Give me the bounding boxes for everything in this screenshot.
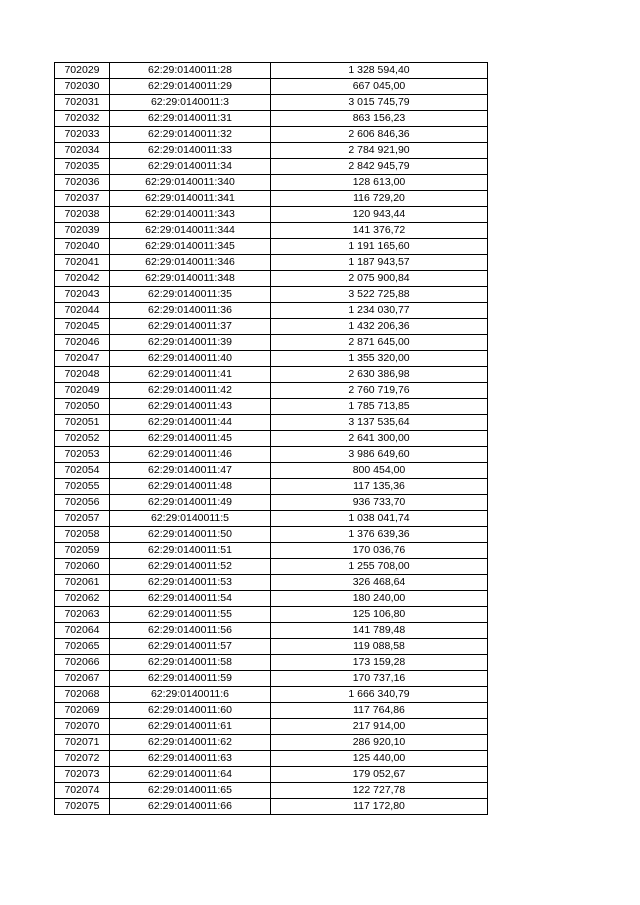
table-row bbox=[55, 687, 488, 703]
row-number-cell: 702030 bbox=[55, 79, 110, 95]
cadastral-number-cell: 62:29:0140011:56 bbox=[110, 623, 271, 639]
cadastral-number-cell: 62:29:0140011:32 bbox=[110, 127, 271, 143]
row-number-cell: 702075 bbox=[55, 799, 110, 815]
table-row bbox=[55, 111, 488, 127]
cadastral-value-cell: 119 088,58 bbox=[271, 639, 488, 655]
row-number-cell: 702045 bbox=[55, 319, 110, 335]
row-number-cell: 702065 bbox=[55, 639, 110, 655]
table-row bbox=[55, 95, 488, 111]
cadastral-number-cell: 62:29:0140011:341 bbox=[110, 191, 271, 207]
cadastral-number-cell: 62:29:0140011:3 bbox=[110, 95, 271, 111]
table-row bbox=[55, 367, 488, 383]
table-row bbox=[55, 783, 488, 799]
table-row bbox=[55, 127, 488, 143]
cadastral-value-cell: 3 015 745,79 bbox=[271, 95, 488, 111]
cadastral-number-cell: 62:29:0140011:51 bbox=[110, 543, 271, 559]
cadastral-value-cell: 141 376,72 bbox=[271, 223, 488, 239]
cadastral-number-cell: 62:29:0140011:57 bbox=[110, 639, 271, 655]
table-row bbox=[55, 607, 488, 623]
cadastral-number-cell: 62:29:0140011:63 bbox=[110, 751, 271, 767]
cadastral-value-cell: 1 255 708,00 bbox=[271, 559, 488, 575]
cadastral-number-cell: 62:29:0140011:28 bbox=[110, 63, 271, 79]
row-number-cell: 702057 bbox=[55, 511, 110, 527]
cadastral-number-cell: 62:29:0140011:6 bbox=[110, 687, 271, 703]
row-number-cell: 702048 bbox=[55, 367, 110, 383]
row-number-cell: 702042 bbox=[55, 271, 110, 287]
table-row bbox=[55, 623, 488, 639]
cadastral-number-cell: 62:29:0140011:5 bbox=[110, 511, 271, 527]
row-number-cell: 702067 bbox=[55, 671, 110, 687]
cadastral-number-cell: 62:29:0140011:62 bbox=[110, 735, 271, 751]
table-row bbox=[55, 191, 488, 207]
cadastral-value-cell: 1 234 030,77 bbox=[271, 303, 488, 319]
cadastral-value-cell: 1 191 165,60 bbox=[271, 239, 488, 255]
table-row bbox=[55, 655, 488, 671]
cadastral-number-cell: 62:29:0140011:348 bbox=[110, 271, 271, 287]
table-row bbox=[55, 415, 488, 431]
cadastral-number-cell: 62:29:0140011:60 bbox=[110, 703, 271, 719]
cadastral-value-cell: 141 789,48 bbox=[271, 623, 488, 639]
row-number-cell: 702046 bbox=[55, 335, 110, 351]
cadastral-value-cell: 286 920,10 bbox=[271, 735, 488, 751]
cadastral-value-cell: 800 454,00 bbox=[271, 463, 488, 479]
cadastral-value-table bbox=[54, 62, 488, 815]
row-number-cell: 702053 bbox=[55, 447, 110, 463]
row-number-cell: 702031 bbox=[55, 95, 110, 111]
row-number-cell: 702054 bbox=[55, 463, 110, 479]
table-row bbox=[55, 575, 488, 591]
cadastral-value-cell: 1 187 943,57 bbox=[271, 255, 488, 271]
table-row bbox=[55, 335, 488, 351]
table-row bbox=[55, 591, 488, 607]
cadastral-value-cell: 125 106,80 bbox=[271, 607, 488, 623]
cadastral-value-cell: 128 613,00 bbox=[271, 175, 488, 191]
table-row bbox=[55, 175, 488, 191]
table-row bbox=[55, 495, 488, 511]
row-number-cell: 702073 bbox=[55, 767, 110, 783]
table-row bbox=[55, 79, 488, 95]
cadastral-value-cell: 1 355 320,00 bbox=[271, 351, 488, 367]
row-number-cell: 702068 bbox=[55, 687, 110, 703]
cadastral-value-cell: 122 727,78 bbox=[271, 783, 488, 799]
table-row bbox=[55, 399, 488, 415]
table-row bbox=[55, 159, 488, 175]
row-number-cell: 702044 bbox=[55, 303, 110, 319]
cadastral-value-cell: 2 784 921,90 bbox=[271, 143, 488, 159]
cadastral-number-cell: 62:29:0140011:43 bbox=[110, 399, 271, 415]
cadastral-number-cell: 62:29:0140011:33 bbox=[110, 143, 271, 159]
cadastral-number-cell: 62:29:0140011:46 bbox=[110, 447, 271, 463]
table-row bbox=[55, 271, 488, 287]
cadastral-value-cell: 667 045,00 bbox=[271, 79, 488, 95]
table-row bbox=[55, 511, 488, 527]
cadastral-number-cell: 62:29:0140011:53 bbox=[110, 575, 271, 591]
cadastral-number-cell: 62:29:0140011:40 bbox=[110, 351, 271, 367]
row-number-cell: 702063 bbox=[55, 607, 110, 623]
cadastral-number-cell: 62:29:0140011:44 bbox=[110, 415, 271, 431]
cadastral-value-cell: 936 733,70 bbox=[271, 495, 488, 511]
cadastral-value-cell: 180 240,00 bbox=[271, 591, 488, 607]
cadastral-number-cell: 62:29:0140011:50 bbox=[110, 527, 271, 543]
table-row bbox=[55, 287, 488, 303]
cadastral-number-cell: 62:29:0140011:36 bbox=[110, 303, 271, 319]
cadastral-value-cell: 117 764,86 bbox=[271, 703, 488, 719]
table-row bbox=[55, 463, 488, 479]
cadastral-number-cell: 62:29:0140011:59 bbox=[110, 671, 271, 687]
table-row bbox=[55, 639, 488, 655]
row-number-cell: 702071 bbox=[55, 735, 110, 751]
row-number-cell: 702047 bbox=[55, 351, 110, 367]
cadastral-value-cell: 326 468,64 bbox=[271, 575, 488, 591]
row-number-cell: 702051 bbox=[55, 415, 110, 431]
cadastral-number-cell: 62:29:0140011:49 bbox=[110, 495, 271, 511]
row-number-cell: 702055 bbox=[55, 479, 110, 495]
cadastral-number-cell: 62:29:0140011:31 bbox=[110, 111, 271, 127]
cadastral-value-cell: 1 038 041,74 bbox=[271, 511, 488, 527]
cadastral-value-cell: 217 914,00 bbox=[271, 719, 488, 735]
cadastral-number-cell: 62:29:0140011:39 bbox=[110, 335, 271, 351]
table-row bbox=[55, 223, 488, 239]
cadastral-value-cell: 1 432 206,36 bbox=[271, 319, 488, 335]
row-number-cell: 702061 bbox=[55, 575, 110, 591]
cadastral-number-cell: 62:29:0140011:343 bbox=[110, 207, 271, 223]
cadastral-value-cell: 179 052,67 bbox=[271, 767, 488, 783]
table-row bbox=[55, 143, 488, 159]
row-number-cell: 702072 bbox=[55, 751, 110, 767]
row-number-cell: 702029 bbox=[55, 63, 110, 79]
row-number-cell: 702049 bbox=[55, 383, 110, 399]
cadastral-number-cell: 62:29:0140011:48 bbox=[110, 479, 271, 495]
row-number-cell: 702035 bbox=[55, 159, 110, 175]
cadastral-value-cell: 2 075 900,84 bbox=[271, 271, 488, 287]
row-number-cell: 702070 bbox=[55, 719, 110, 735]
row-number-cell: 702040 bbox=[55, 239, 110, 255]
table-row bbox=[55, 671, 488, 687]
cadastral-number-cell: 62:29:0140011:65 bbox=[110, 783, 271, 799]
row-number-cell: 702033 bbox=[55, 127, 110, 143]
cadastral-value-cell: 3 986 649,60 bbox=[271, 447, 488, 463]
cadastral-value-cell: 2 641 300,00 bbox=[271, 431, 488, 447]
cadastral-number-cell: 62:29:0140011:29 bbox=[110, 79, 271, 95]
table-row bbox=[55, 319, 488, 335]
row-number-cell: 702066 bbox=[55, 655, 110, 671]
table-row bbox=[55, 559, 488, 575]
cadastral-value-cell: 125 440,00 bbox=[271, 751, 488, 767]
table-row bbox=[55, 303, 488, 319]
row-number-cell: 702037 bbox=[55, 191, 110, 207]
cadastral-number-cell: 62:29:0140011:47 bbox=[110, 463, 271, 479]
cadastral-value-cell: 2 842 945,79 bbox=[271, 159, 488, 175]
row-number-cell: 702060 bbox=[55, 559, 110, 575]
row-number-cell: 702074 bbox=[55, 783, 110, 799]
row-number-cell: 702059 bbox=[55, 543, 110, 559]
cadastral-value-cell: 170 737,16 bbox=[271, 671, 488, 687]
row-number-cell: 702039 bbox=[55, 223, 110, 239]
cadastral-number-cell: 62:29:0140011:54 bbox=[110, 591, 271, 607]
cadastral-number-cell: 62:29:0140011:340 bbox=[110, 175, 271, 191]
table-row bbox=[55, 799, 488, 815]
cadastral-value-cell: 117 135,36 bbox=[271, 479, 488, 495]
table-body bbox=[55, 63, 488, 815]
cadastral-number-cell: 62:29:0140011:41 bbox=[110, 367, 271, 383]
table-row bbox=[55, 351, 488, 367]
table-row bbox=[55, 255, 488, 271]
table-row bbox=[55, 543, 488, 559]
cadastral-value-cell: 170 036,76 bbox=[271, 543, 488, 559]
cadastral-value-cell: 2 606 846,36 bbox=[271, 127, 488, 143]
cadastral-value-cell: 1 376 639,36 bbox=[271, 527, 488, 543]
cadastral-value-cell: 3 137 535,64 bbox=[271, 415, 488, 431]
row-number-cell: 702043 bbox=[55, 287, 110, 303]
table-row bbox=[55, 703, 488, 719]
row-number-cell: 702052 bbox=[55, 431, 110, 447]
table-row bbox=[55, 239, 488, 255]
cadastral-value-cell: 2 630 386,98 bbox=[271, 367, 488, 383]
table-row bbox=[55, 719, 488, 735]
cadastral-number-cell: 62:29:0140011:42 bbox=[110, 383, 271, 399]
cadastral-value-cell: 1 785 713,85 bbox=[271, 399, 488, 415]
cadastral-number-cell: 62:29:0140011:58 bbox=[110, 655, 271, 671]
row-number-cell: 702036 bbox=[55, 175, 110, 191]
cadastral-number-cell: 62:29:0140011:45 bbox=[110, 431, 271, 447]
table-row bbox=[55, 479, 488, 495]
table-row bbox=[55, 735, 488, 751]
row-number-cell: 702038 bbox=[55, 207, 110, 223]
cadastral-number-cell: 62:29:0140011:34 bbox=[110, 159, 271, 175]
table-row bbox=[55, 63, 488, 79]
cadastral-number-cell: 62:29:0140011:37 bbox=[110, 319, 271, 335]
cadastral-number-cell: 62:29:0140011:346 bbox=[110, 255, 271, 271]
cadastral-value-cell: 120 943,44 bbox=[271, 207, 488, 223]
cadastral-number-cell: 62:29:0140011:35 bbox=[110, 287, 271, 303]
row-number-cell: 702056 bbox=[55, 495, 110, 511]
cadastral-value-cell: 1 666 340,79 bbox=[271, 687, 488, 703]
row-number-cell: 702034 bbox=[55, 143, 110, 159]
table-row bbox=[55, 447, 488, 463]
cadastral-value-cell: 1 328 594,40 bbox=[271, 63, 488, 79]
table-row bbox=[55, 751, 488, 767]
cadastral-number-cell: 62:29:0140011:55 bbox=[110, 607, 271, 623]
row-number-cell: 702032 bbox=[55, 111, 110, 127]
row-number-cell: 702041 bbox=[55, 255, 110, 271]
cadastral-value-cell: 116 729,20 bbox=[271, 191, 488, 207]
cadastral-number-cell: 62:29:0140011:345 bbox=[110, 239, 271, 255]
table-row bbox=[55, 527, 488, 543]
row-number-cell: 702058 bbox=[55, 527, 110, 543]
row-number-cell: 702050 bbox=[55, 399, 110, 415]
table-row bbox=[55, 767, 488, 783]
cadastral-number-cell: 62:29:0140011:344 bbox=[110, 223, 271, 239]
table-row bbox=[55, 383, 488, 399]
cadastral-value-cell: 863 156,23 bbox=[271, 111, 488, 127]
row-number-cell: 702069 bbox=[55, 703, 110, 719]
row-number-cell: 702062 bbox=[55, 591, 110, 607]
cadastral-value-cell: 117 172,80 bbox=[271, 799, 488, 815]
cadastral-number-cell: 62:29:0140011:64 bbox=[110, 767, 271, 783]
cadastral-value-cell: 173 159,28 bbox=[271, 655, 488, 671]
cadastral-value-cell: 3 522 725,88 bbox=[271, 287, 488, 303]
table-row bbox=[55, 431, 488, 447]
cadastral-number-cell: 62:29:0140011:61 bbox=[110, 719, 271, 735]
table-row bbox=[55, 207, 488, 223]
cadastral-number-cell: 62:29:0140011:66 bbox=[110, 799, 271, 815]
cadastral-value-cell: 2 760 719,76 bbox=[271, 383, 488, 399]
row-number-cell: 702064 bbox=[55, 623, 110, 639]
cadastral-number-cell: 62:29:0140011:52 bbox=[110, 559, 271, 575]
cadastral-value-cell: 2 871 645,00 bbox=[271, 335, 488, 351]
